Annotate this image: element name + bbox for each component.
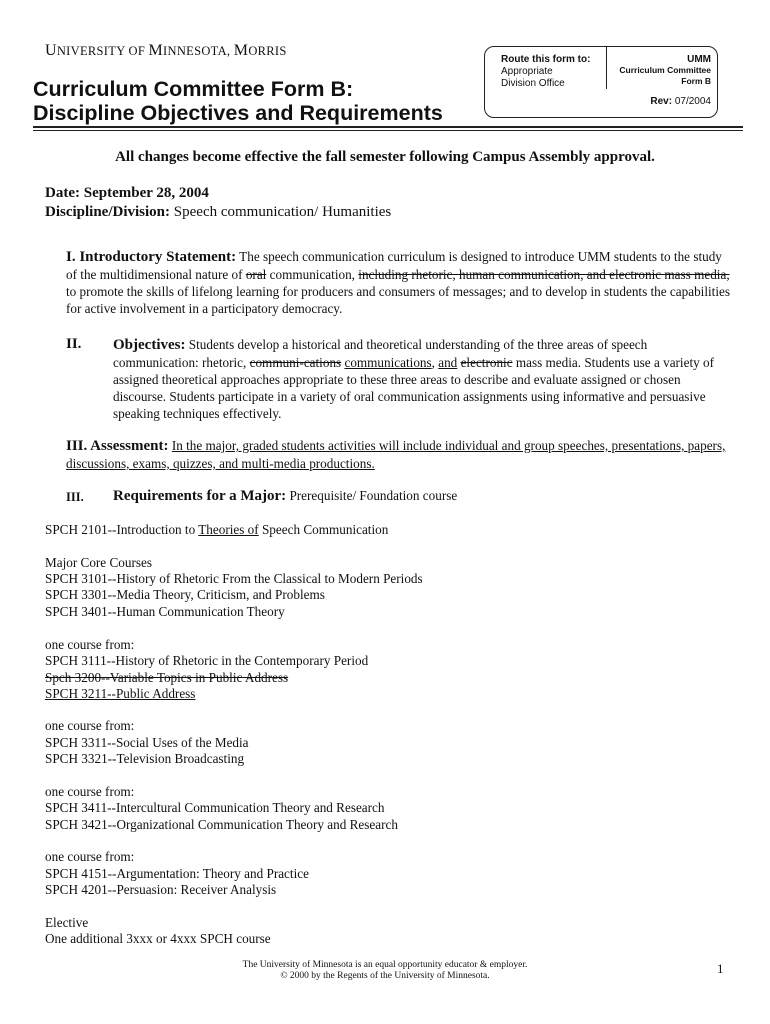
footer — [0, 960, 770, 981]
form-title-line2: Discipline Objectives and Requirements — [33, 101, 443, 125]
section-number: II. — [66, 336, 82, 352]
inserted-text: In the major, graded students activities will include individual and group speeches, presentations, papers, discussions, exams, quizzes, and multi-media productions. — [66, 438, 726, 471]
discipline-line — [45, 203, 391, 222]
form-title-line1: Curriculum Committee Form B: — [33, 77, 354, 101]
rev-label: Rev: — [650, 96, 673, 107]
date-line: Date: September 28, 2004 — [45, 185, 209, 201]
course-line-struck: Spch 3200--Variable Topics in Public Address — [45, 670, 289, 685]
univ-word: NIVERSITY OF — [56, 44, 149, 58]
text: Students develop a historical and theoretical understanding of the three areas of speech communication: rhetoric, — [113, 337, 648, 370]
text: mass media. Students use a variety of assigned theoretical approaches appropriate to these three areas to describe and evaluate assigned or chosen discourse. Students participate in a variety of oral communication assignments using informative and persuasive speaking techniques effectively. — [113, 355, 714, 421]
form-id — [619, 54, 711, 87]
revision — [650, 96, 711, 107]
inserted-text: Theories of — [198, 522, 259, 537]
course-line: SPCH 3411--Intercultural Communication Theory and Research — [45, 800, 385, 815]
univ-letter: M — [233, 42, 249, 59]
course-line: SPCH 3311--Social Uses of the Media — [45, 735, 249, 750]
requirements-heading — [113, 488, 457, 505]
course-line: SPCH 3421--Organizational Communication Theory and Research — [45, 817, 398, 832]
course-line: SPCH 4151--Argumentation: Theory and Practice — [45, 866, 309, 881]
struck-text: including rhetoric, human communication, and electronic mass media, — [358, 267, 730, 282]
header-rule — [33, 126, 743, 128]
discipline-label: Discipline/Division: — [45, 204, 171, 220]
text: SPCH 2101--Introduction to — [45, 522, 199, 537]
group-label: Major Core Courses — [45, 555, 152, 570]
section-heading: Objectives: — [113, 337, 186, 353]
course-line-inserted: SPCH 3211--Public Address — [45, 686, 196, 701]
umm-label: UMM — [687, 54, 711, 65]
header-rule-thin — [33, 130, 743, 131]
effective-notice: All changes become effective the fall semester following Campus Assembly approval. — [115, 149, 655, 165]
struck-text: oral — [245, 267, 267, 282]
course-line: One additional 3xxx or 4xxx SPCH course — [45, 931, 271, 946]
university-name — [45, 42, 287, 60]
inserted-text: communications — [344, 355, 432, 370]
footer-line1: The University of Minnesota is an equal opportunity educator & employer. — [242, 960, 528, 970]
section-heading: Requirements for a Major: — [113, 488, 287, 504]
text: The speech communication curriculum is designed to introduce UMM students to the study of the multidimensional nature of — [66, 249, 722, 282]
text: Prerequisite/ Foundation course — [286, 488, 458, 503]
group-label: one course from: — [45, 784, 135, 799]
course-line: SPCH 4201--Persuasion: Receiver Analysis — [45, 882, 277, 897]
course-line: SPCH 3301--Media Theory, Criticism, and Problems — [45, 587, 325, 602]
group-label: one course from: — [45, 637, 135, 652]
route-line1: Appropriate — [501, 66, 553, 77]
committee-label: Curriculum Committee — [619, 65, 711, 75]
text: Speech Communication — [258, 522, 389, 537]
section-heading: III. Assessment: — [66, 438, 169, 454]
rev-value: 07/2004 — [674, 96, 711, 107]
univ-letter: M — [148, 42, 164, 59]
page-number: 1 — [717, 961, 724, 976]
route-info — [501, 54, 590, 90]
course-line: SPCH 3111--History of Rhetoric in the Contemporary Period — [45, 653, 369, 668]
objectives — [113, 336, 728, 422]
group-label: Elective — [45, 915, 89, 930]
text: , — [431, 355, 439, 370]
introductory-statement — [66, 248, 736, 317]
course-line — [45, 522, 388, 538]
form-label: Form B — [681, 76, 711, 86]
section-number: III. — [66, 490, 84, 504]
struck-text: electronic — [460, 355, 513, 370]
assessment — [66, 437, 736, 472]
course-line: SPCH 3321--Television Broadcasting — [45, 751, 245, 766]
course-line: SPCH 3401--Human Communication Theory — [45, 604, 285, 619]
route-line2: Division Office — [501, 78, 565, 89]
route-label: Route this form to: — [501, 54, 591, 65]
footer-line2: © 2000 by the Regents of the University of Minnesota. — [280, 970, 490, 981]
route-divider — [606, 47, 607, 89]
group-label: one course from: — [45, 849, 135, 864]
text: communication, — [266, 267, 359, 282]
univ-letter: U — [45, 42, 57, 59]
form-title — [33, 77, 443, 125]
route-box — [484, 46, 718, 118]
course-line: SPCH 3101--History of Rhetoric From the Classical to Modern Periods — [45, 571, 423, 586]
univ-word: INNESOTA, — [163, 44, 234, 58]
group-label: one course from: — [45, 718, 135, 733]
inserted-text: and — [438, 355, 458, 370]
univ-word: ORRIS — [248, 44, 287, 58]
struck-text: communi-cations — [249, 355, 342, 370]
section-heading: I. Introductory Statement: — [66, 249, 237, 265]
text: to promote the skills of lifelong learning for producers and consumers of messages; and to develop in students the capabilities for active involvement in a participatory democracy. — [66, 284, 730, 316]
discipline-value: Speech communication/ Humanities — [173, 204, 392, 220]
